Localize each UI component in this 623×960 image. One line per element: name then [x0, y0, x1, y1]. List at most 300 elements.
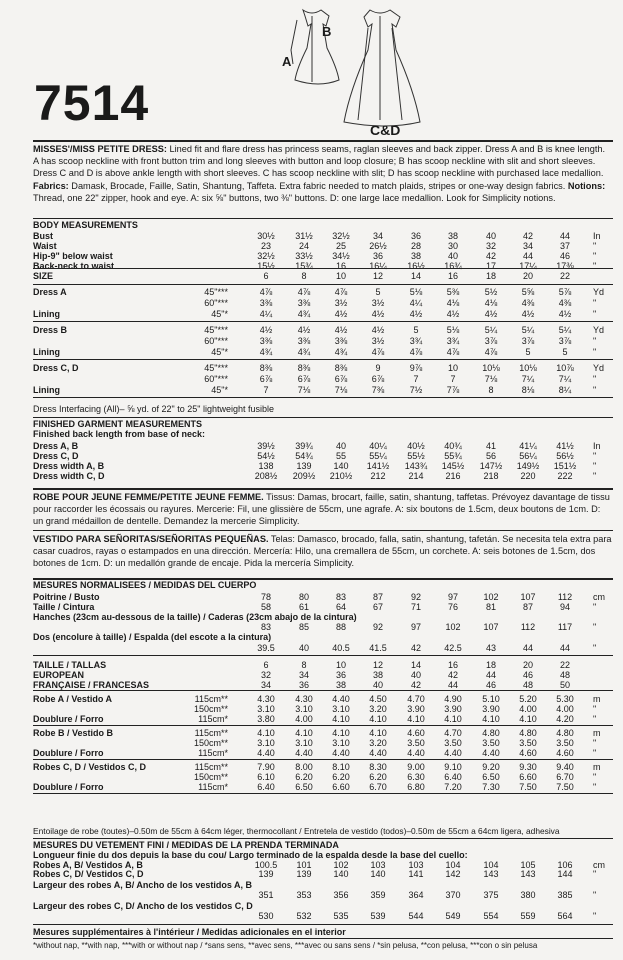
unit: " — [593, 241, 597, 251]
fabric-width: 45"*** — [204, 325, 228, 335]
cell-value: 6.30 — [407, 772, 425, 782]
cell-value: 4½ — [558, 309, 572, 319]
divider — [33, 321, 613, 322]
cell-value: 9.20 — [482, 762, 500, 772]
cell-value: 87 — [522, 602, 533, 612]
cell-value: 380 — [520, 890, 536, 900]
row-label: Bust — [33, 231, 53, 241]
row-label: Largeur des robes A, B/ Ancho de los vestidos A, B — [33, 880, 253, 890]
cell-value: 40 — [447, 251, 458, 261]
unit: cm — [593, 860, 605, 870]
cell-value: 56¼ — [519, 451, 537, 461]
cell-value: 104 — [445, 860, 461, 870]
cell-value: 4¾ — [297, 347, 311, 357]
cell-value: 32½ — [332, 231, 350, 241]
para-title: ROBE POUR JEUNE FEMME/PETITE JEUNE FEMME. — [33, 492, 264, 502]
cell-value: 3.20 — [369, 704, 387, 714]
unit: " — [593, 347, 597, 357]
cell-value: 140 — [333, 869, 349, 879]
cell-value: 4.80 — [482, 728, 500, 738]
cell-value: 140 — [333, 461, 349, 471]
cell-value: 143¾ — [404, 461, 428, 471]
metric-body-row — [33, 632, 615, 643]
cell-value: 7 — [413, 374, 419, 384]
cell-value: 222 — [557, 471, 573, 481]
cell-value: 46 — [522, 670, 533, 680]
unit: " — [593, 336, 597, 346]
row-label: Dress C, D — [33, 451, 79, 461]
cell-value: 56 — [485, 451, 496, 461]
cell-value: 141½ — [366, 461, 390, 471]
cell-value: 38 — [372, 670, 383, 680]
cell-value: 101 — [296, 860, 312, 870]
cell-value: 92 — [410, 592, 421, 602]
unit: cm — [593, 592, 605, 602]
cell-value: 7.30 — [482, 782, 500, 792]
cell-value: 16¾ — [444, 261, 462, 271]
fabric-width: 150cm** — [193, 772, 228, 782]
cell-value: 554 — [483, 911, 499, 921]
cell-value: 8.30 — [369, 762, 387, 772]
cell-value: 6.20 — [332, 772, 350, 782]
cell-value: 3.90 — [482, 704, 500, 714]
row-label: Doublure / Forro — [33, 782, 104, 792]
cell-value: 78 — [260, 592, 271, 602]
fabric-width: 115cm** — [194, 694, 228, 704]
cell-value: 55½ — [407, 451, 425, 461]
row-label: Hip-9" below waist — [33, 251, 113, 261]
cell-value: 5⅞ — [558, 287, 572, 297]
cell-value: 32 — [260, 670, 271, 680]
cell-value: 4.60 — [519, 748, 537, 758]
cell-value: 3.10 — [332, 704, 350, 714]
cell-value: 44 — [522, 643, 533, 653]
cell-value: 139 — [258, 869, 274, 879]
unit: " — [593, 309, 597, 319]
unit: " — [593, 714, 597, 724]
metric-yardage-row — [33, 782, 615, 793]
view-label-cd: C&D — [370, 122, 401, 138]
row-label: Taille / Cintura — [33, 602, 95, 612]
fabric-width: 115cm* — [198, 782, 228, 792]
cell-value: 4.80 — [519, 728, 537, 738]
para-text: Telas: Damasco, brocado, falla, satin, shantung, tafetán. Se necesita tela extra para casar cuadros, rayas o estampados en una dirección. Mercería: Hilo, una cremallera de 55cm, un corchete. A: seis botones de 1.5cm, dos botones de 1cm. D: un medallón grande de encaje. Pida la mercería Simplicity. — [33, 534, 612, 568]
cell-value: 6⅞ — [259, 374, 273, 384]
row-label: Dress A, B — [33, 441, 79, 451]
cell-value: 14 — [410, 271, 421, 281]
cell-value: 46 — [485, 680, 496, 690]
cell-value: 46 — [559, 251, 570, 261]
fabrics-text: Damask, Brocade, Faille, Satin, Shantung, Taffeta. Extra fabric needed to match plaids, stripes or one-way design fabrics. — [68, 180, 566, 191]
cell-value: 351 — [258, 890, 274, 900]
cell-value: 9.10 — [444, 762, 462, 772]
cell-value: 4.10 — [482, 714, 500, 724]
cell-value: 87 — [372, 592, 383, 602]
unit: " — [593, 911, 597, 921]
cell-value: 559 — [520, 911, 536, 921]
cell-value: 3.80 — [257, 714, 275, 724]
cell-value: 36 — [298, 680, 309, 690]
unit: " — [593, 748, 597, 758]
cell-value: 4.10 — [295, 728, 313, 738]
cell-value: 4.70 — [444, 728, 462, 738]
cell-value: 8 — [488, 385, 494, 395]
cell-value: 5½ — [484, 287, 498, 297]
cell-value: 44 — [485, 670, 496, 680]
cell-value: 34½ — [332, 251, 350, 261]
description — [33, 143, 611, 204]
cell-value: 3.50 — [407, 738, 425, 748]
cell-value: 359 — [370, 890, 386, 900]
cell-value: 375 — [483, 890, 499, 900]
cell-value: 6.20 — [295, 772, 313, 782]
cell-value: 5 — [562, 347, 568, 357]
cell-value: 4½ — [521, 309, 535, 319]
cell-value: 3⅜ — [297, 298, 311, 308]
cell-value: 8⅜ — [297, 363, 311, 373]
cell-value: 151½ — [553, 461, 577, 471]
cell-value: 220 — [520, 471, 536, 481]
cell-value: 4.00 — [295, 714, 313, 724]
cell-value: 71 — [410, 602, 421, 612]
cell-value: 30½ — [257, 231, 275, 241]
cell-value: 41½ — [556, 441, 574, 451]
cell-value: 3⅞ — [521, 336, 535, 346]
cell-value: 7⅞ — [446, 385, 460, 395]
cell-value: 94 — [559, 602, 570, 612]
cell-value: 9.30 — [519, 762, 537, 772]
fabric-width: 45"* — [211, 347, 228, 357]
cell-value: 4.40 — [332, 694, 350, 704]
cell-value: 16 — [447, 271, 458, 281]
cell-value: 4⅞ — [409, 347, 423, 357]
row-label: Poitrine / Busto — [33, 592, 100, 602]
cell-value: 43 — [485, 643, 496, 653]
cell-value: 24 — [298, 241, 309, 251]
divider — [33, 725, 613, 726]
cell-value: 4.10 — [257, 728, 275, 738]
row-label: Dress width C, D — [33, 471, 105, 481]
cell-value: 5 — [413, 325, 419, 335]
cell-value: 8⅜ — [334, 363, 348, 373]
cell-value: 56½ — [556, 451, 574, 461]
cell-value: 37 — [559, 241, 570, 251]
cell-value: 4¾ — [334, 347, 348, 357]
cell-value: 4⅞ — [484, 347, 498, 357]
cell-value: 3⅜ — [259, 336, 273, 346]
divider — [33, 284, 613, 285]
cell-value: 6.50 — [295, 782, 313, 792]
metric-finished-header: MESURES DU VETEMENT FINI / MEDIDAS DE LA PRENDA TERMINADA — [33, 840, 339, 850]
cell-value: 34 — [522, 241, 533, 251]
cell-value: 16 — [447, 660, 458, 670]
cell-value: 143 — [483, 869, 499, 879]
divider — [33, 924, 613, 925]
cell-value: 4⅜ — [521, 298, 535, 308]
cell-value: 7⅛ — [484, 374, 498, 384]
row-label: TAILLE / TALLAS — [33, 660, 107, 670]
cell-value: 4½ — [371, 325, 385, 335]
cell-value: 7⅛ — [297, 385, 311, 395]
cell-value: 9.00 — [407, 762, 425, 772]
cell-value: 3⅜ — [259, 298, 273, 308]
fabric-width: 115cm** — [194, 762, 228, 772]
cell-value: 112 — [557, 592, 573, 602]
divider — [33, 690, 613, 691]
french-description — [33, 491, 613, 527]
cell-value: 3½ — [334, 298, 348, 308]
cell-value: 4.10 — [332, 714, 350, 724]
cell-value: 16½ — [407, 261, 425, 271]
row-label: Dos (encolure à taille) / Espalda (del escote a la cintura) — [33, 632, 272, 642]
cell-value: 8 — [301, 271, 307, 281]
cell-value: 4⅜ — [558, 298, 572, 308]
cell-value: 5¼ — [521, 325, 535, 335]
cell-value: 102 — [333, 860, 349, 870]
yardage-row — [33, 347, 615, 358]
cell-value: 102 — [445, 622, 461, 632]
cell-value: 3.10 — [295, 704, 313, 714]
cell-value: 7.90 — [257, 762, 275, 772]
cell-value: 83 — [335, 592, 346, 602]
cell-value: 142 — [445, 869, 461, 879]
fabric-width: 60"*** — [204, 336, 228, 346]
cell-value: 48 — [522, 680, 533, 690]
yardage-row — [33, 363, 615, 374]
row-label: Doublure / Forro — [33, 748, 104, 758]
cell-value: 7⅛ — [334, 385, 348, 395]
cell-value: 40 — [335, 441, 346, 451]
cell-value: 4½ — [409, 309, 423, 319]
cell-value: 6.80 — [407, 782, 425, 792]
fabric-width: 60"*** — [204, 298, 228, 308]
metric-yardage-row — [33, 748, 615, 759]
divider — [33, 417, 613, 418]
cell-value: 4.10 — [407, 714, 425, 724]
cell-value: 3.90 — [444, 704, 462, 714]
cell-value: 7¼ — [521, 374, 535, 384]
cell-value: 42 — [522, 231, 533, 241]
fabric-width: 45"* — [211, 309, 228, 319]
row-label: EUROPEAN — [33, 670, 85, 680]
cell-value: 61 — [298, 602, 309, 612]
cell-value: 4.10 — [332, 728, 350, 738]
cell-value: 14 — [410, 660, 421, 670]
cell-value: 20 — [522, 660, 533, 670]
row-label: Dress C, D — [33, 363, 79, 373]
cell-value: 4.60 — [407, 728, 425, 738]
unit: " — [593, 890, 597, 900]
cell-value: 564 — [557, 911, 573, 921]
yardage-row — [33, 298, 615, 309]
metric-finished-row — [33, 911, 615, 922]
cell-value: 208½ — [254, 471, 278, 481]
metric-finished-row — [33, 890, 615, 901]
cell-value: 16 — [335, 261, 346, 271]
finished-subheader: Finished back length from base of neck: — [33, 429, 206, 439]
cell-value: 4⅛ — [484, 298, 498, 308]
cell-value: 34 — [298, 670, 309, 680]
cell-value: 48 — [559, 670, 570, 680]
cell-value: 143 — [520, 869, 536, 879]
interior-note: Mesures supplémentaires à l'intérieur / Medidas adicionales en el interior — [33, 927, 346, 937]
cell-value: 4⅞ — [334, 287, 348, 297]
cell-value: 80 — [298, 592, 309, 602]
cell-value: 6 — [263, 271, 269, 281]
cell-value: 4½ — [334, 325, 348, 335]
cell-value: 10 — [335, 660, 346, 670]
spanish-description — [33, 533, 613, 569]
cell-value: 44 — [447, 680, 458, 690]
cell-value: 30 — [447, 241, 458, 251]
cell-value: 67 — [372, 602, 383, 612]
cell-value: 54½ — [257, 451, 275, 461]
unit: Yd — [593, 325, 605, 335]
cell-value: 20 — [522, 271, 533, 281]
cell-value: 4½ — [371, 309, 385, 319]
cell-value: 83 — [260, 622, 271, 632]
para-text: Tissus: Damas, brocart, faille, satin, shantung, taffetas. Prévoyez davantage de tissu pour raccorder les écossais ou rayures. Mercerie: Fil, une glissière de 55cm, une agrafe. A: six boutons de 1.5cm, deux boutons de 1cm. D: un grand médaillon de dentelle. Demandez la mercerie Simplicity. — [33, 492, 610, 526]
cell-value: 34 — [260, 680, 271, 690]
metric-finished-subheader: Longueur finie du dos depuis la base du cou/ Largo terminado de la espalda desde la base del cuello: — [33, 850, 468, 860]
cell-value: 106 — [557, 860, 573, 870]
cell-value: 4.10 — [369, 714, 387, 724]
cell-value: 18 — [485, 660, 496, 670]
unit: " — [593, 385, 597, 395]
cell-value: 44 — [559, 643, 570, 653]
unit: " — [593, 471, 597, 481]
cell-value: 6.40 — [257, 782, 275, 792]
cell-value: 107 — [520, 592, 536, 602]
cell-value: 3.50 — [519, 738, 537, 748]
cell-value: 3.10 — [295, 738, 313, 748]
cell-value: 4.60 — [556, 748, 574, 758]
cell-value: 4½ — [259, 325, 273, 335]
cell-value: 356 — [333, 890, 349, 900]
metric-interfacing-note: Entoilage de robe (toutes)–0.50m de 55cm à 64cm léger, thermocollant / Entretela de vestido (todos)–0.50m de 55cm a 64cm ligera, adhesiva — [33, 826, 560, 836]
divider — [33, 359, 613, 360]
fabric-width: 150cm** — [193, 704, 228, 714]
cell-value: 22 — [559, 660, 570, 670]
cell-value: 7.50 — [556, 782, 574, 792]
fabric-width: 115cm** — [194, 728, 228, 738]
divider — [33, 488, 613, 490]
cell-value: 103 — [370, 860, 386, 870]
row-label: SIZE — [33, 271, 54, 281]
unit: " — [593, 451, 597, 461]
cell-value: 140 — [370, 869, 386, 879]
cell-value: 4¾ — [297, 309, 311, 319]
cell-value: 532 — [296, 911, 312, 921]
cell-value: 32½ — [257, 251, 275, 261]
cell-value: 6⅞ — [371, 374, 385, 384]
cell-value: 6.70 — [556, 772, 574, 782]
cell-value: 31½ — [295, 231, 313, 241]
cell-value: 3¾ — [409, 336, 423, 346]
cell-value: 7.20 — [444, 782, 462, 792]
cell-value: 105 — [520, 860, 536, 870]
cell-value: 15¾ — [295, 261, 313, 271]
row-label: Robes C, D/ Vestidos C, D — [33, 869, 144, 879]
cell-value: 4.30 — [295, 694, 313, 704]
cell-value: 4.40 — [369, 748, 387, 758]
cell-value: 64 — [335, 602, 346, 612]
unit: " — [593, 738, 597, 748]
cell-value: 3⅜ — [297, 336, 311, 346]
cell-value: 8.00 — [295, 762, 313, 772]
cell-value: 42.5 — [444, 643, 462, 653]
cell-value: 4.40 — [482, 748, 500, 758]
cell-value: 5¼ — [558, 325, 572, 335]
cell-value: 4.00 — [556, 704, 574, 714]
cell-value: 6.60 — [519, 772, 537, 782]
cell-value: 4¾ — [259, 347, 273, 357]
cell-value: 39½ — [257, 441, 275, 451]
cell-value: 3⅞ — [558, 336, 572, 346]
row-label: Dress B — [33, 325, 68, 335]
unit: m — [593, 762, 601, 772]
cell-value: 4¼ — [259, 309, 273, 319]
divider — [33, 140, 613, 142]
cell-value: 10⅛ — [482, 363, 500, 373]
cell-value: 97 — [410, 622, 421, 632]
cell-value: 15½ — [257, 261, 275, 271]
cell-value: 9⅞ — [409, 363, 423, 373]
unit: In — [593, 231, 601, 241]
cell-value: 41.5 — [369, 643, 387, 653]
unit: " — [593, 461, 597, 471]
cell-value: 3.20 — [369, 738, 387, 748]
cell-value: 5¼ — [484, 325, 498, 335]
row-label: Back-neck to waist — [33, 261, 115, 271]
cell-value: 8¼ — [558, 385, 572, 395]
cell-value: 3⅜ — [334, 336, 348, 346]
cell-value: 5⅝ — [521, 287, 535, 297]
cell-value: 10 — [335, 271, 346, 281]
cell-value: 4.50 — [369, 694, 387, 704]
cell-value: 3⅞ — [484, 336, 498, 346]
cell-value: 210½ — [329, 471, 353, 481]
cell-value: 38 — [410, 251, 421, 261]
cell-value: 4½ — [297, 325, 311, 335]
cell-value: 212 — [370, 471, 386, 481]
yardage-row — [33, 385, 615, 396]
unit: m — [593, 694, 601, 704]
cell-value: 38 — [335, 680, 346, 690]
metric-body-header: MESURES NORMALISEES / MEDIDAS DEL CUERPO — [33, 580, 257, 590]
cell-value: 3½ — [371, 336, 385, 346]
cell-value: 44 — [559, 231, 570, 241]
cell-value: 10 — [447, 363, 458, 373]
cell-value: 4.70 — [407, 694, 425, 704]
cell-value: 6.60 — [332, 782, 350, 792]
cell-value: 4⅞ — [446, 347, 460, 357]
unit: " — [593, 643, 597, 653]
cell-value: 81 — [485, 602, 496, 612]
cell-value: 42 — [410, 643, 421, 653]
cell-value: 144 — [557, 869, 573, 879]
cell-value: 39¾ — [295, 441, 313, 451]
cell-value: 5 — [375, 287, 381, 297]
cell-value: 88 — [335, 622, 346, 632]
cell-value: 5.30 — [556, 694, 574, 704]
cell-value: 4⅛ — [446, 298, 460, 308]
unit: " — [593, 374, 597, 384]
divider — [33, 793, 613, 794]
cell-value: 50 — [559, 680, 570, 690]
cell-value: 112 — [520, 622, 536, 632]
divider — [33, 938, 613, 939]
